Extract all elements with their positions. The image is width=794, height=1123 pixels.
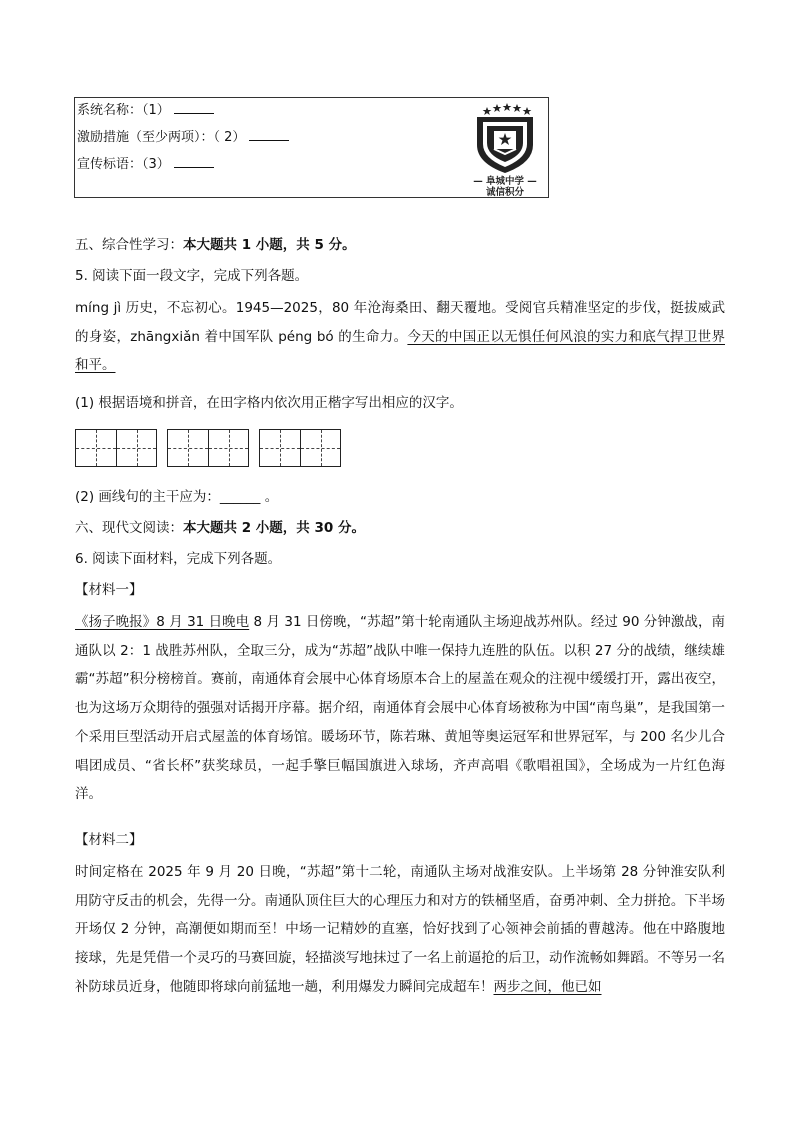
answer-blank-3[interactable] <box>174 155 214 168</box>
writing-grid-3[interactable] <box>259 429 341 467</box>
question-5: 5. 阅读下面一段文字，完成下列各题。 <box>75 268 309 284</box>
grid-cell[interactable] <box>76 430 116 466</box>
incentive-line <box>77 128 289 147</box>
material2-passage <box>75 858 725 1002</box>
slogan-label: 宣传标语：（3） <box>77 157 170 172</box>
emblem-caption-2: 诚信积分 <box>485 187 525 197</box>
section5-heading-bold: 本大题共 1 小题，共 5 分。 <box>183 237 356 253</box>
material1-source: 《扬子晚报》8 月 31 日晚电 <box>75 614 250 630</box>
emblem-caption-1: — 阜城中学 — <box>473 176 537 187</box>
grid-cell[interactable] <box>116 430 156 466</box>
underlined-sentence: 今天的中国正以无惧任何风浪的实力和底气捍卫世界和平。 <box>75 328 725 374</box>
section6-heading <box>75 518 365 538</box>
section6-heading-prefix: 六、现代文阅读： <box>75 520 183 536</box>
material2-title: 【材料二】 <box>75 832 143 848</box>
material2-underlined: 两步之间，他已如 <box>493 978 602 995</box>
writing-grid-1[interactable] <box>75 429 157 467</box>
grid-cell[interactable] <box>300 430 340 466</box>
incentive-label: 激励措施（至少两项）：（ 2） <box>77 130 246 145</box>
subquestion-1: (1) 根据语境和拼音，在田字格内依次用正楷字写出相应的汉字。 <box>75 395 463 411</box>
question-6: 6. 阅读下面材料，完成下列各题。 <box>75 551 282 567</box>
grid-cell[interactable] <box>208 430 248 466</box>
answer-box <box>74 97 549 198</box>
grid-cell[interactable] <box>260 430 300 466</box>
section5-heading <box>75 235 356 255</box>
section5-heading-prefix: 五、综合性学习： <box>75 237 183 253</box>
material1-passage <box>75 608 725 809</box>
passage-text: míng jì 历史，不忘初心。1945—2025，80 年沧海桑田、翻天覆地。受阅官兵精准坚定的步伐，挺拔威武的身姿，zhāngxiǎn 着中国军队 péng bó 的生命力。 <box>75 300 725 345</box>
answer-blank-2[interactable] <box>249 128 289 141</box>
answer-blank-1[interactable] <box>174 101 214 114</box>
school-emblem <box>461 101 549 197</box>
writing-grid-2[interactable] <box>167 429 249 467</box>
material1-text: 8 月 31 日傍晚，“苏超”第十轮南通队主场迎战苏州队。经过 90 分钟激战，南通队以 2：1 战胜苏州队，全取三分，成为“苏超”战队中唯一保持九连胜的队伍。以积 27 分的战绩，继续雄霸“苏超”积分榜榜首。赛前，南通体育会展中心体育场原本合上的屋盖在观众的注视中缓缓打开，露出夜空，也为这场万众期待的强强对话揭开序幕。据介绍，南通体育会展中心体育场被称为中国“南鸟巢”，是我国第一个采用巨型活动开启式屋盖的体育场馆。暖场环节，陈若琳、黄旭等奥运冠军和世界冠军，与 200 名少儿合唱团成员、“省长杯”获奖球员，一起手擎巨幅国旗进入球场，齐声高唱《歌唱祖国》，全场成为一片红色海洋。 <box>75 614 725 803</box>
shield-star-icon <box>477 103 533 173</box>
system-name-label: 系统名称：（1） <box>77 103 170 118</box>
system-name-line <box>77 101 214 120</box>
section5-passage <box>75 294 725 380</box>
material1-title: 【材料一】 <box>75 582 143 598</box>
subquestion-2: (2) 画线句的主干应为：______ 。 <box>75 489 279 505</box>
grid-cell[interactable] <box>168 430 208 466</box>
section6-heading-bold: 本大题共 2 小题，共 30 分。 <box>183 520 365 536</box>
material2-text: 时间定格在 2025 年 9 月 20 日晚，“苏超”第十二轮，南通队主场对战淮安队。上半场第 28 分钟淮安队利用防守反击的机会，先得一分。南通队顶住巨大的心理压力和对方的铁桶坚盾，奋勇冲刺、全力拼抢。下半场开场仅 2 分钟，高潮便如期而至！中场一记精妙的直塞，恰好找到了心领神会前插的曹越涛。他在中路腹地接球，先是凭借一个灵巧的马赛回旋，轻描淡写地抹过了一名上前逼抢的后卫，动作流畅如舞蹈。不等另一名补防球员近身，他随即将球向前猛地一趟，利用爆发力瞬间完成超车！ <box>75 864 725 995</box>
slogan-line <box>77 155 214 174</box>
